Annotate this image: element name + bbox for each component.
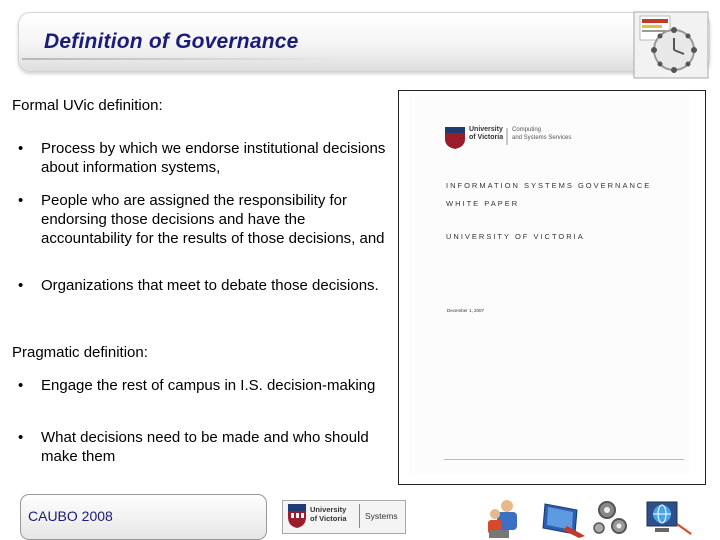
title-underline xyxy=(22,58,342,60)
formal-item-2: People who are assigned the responsibility for endorsing those decisions and have the accountability for the results of those decisions, and xyxy=(41,192,385,247)
page-title: Definition of Governance xyxy=(44,30,299,53)
doc-date: December 1, 2007 xyxy=(447,308,485,313)
pragmatic-item-1: Engage the rest of campus in I.S. decision-making xyxy=(41,377,376,394)
bullet-icon: • xyxy=(18,192,24,209)
footer-logo-divider xyxy=(359,504,360,528)
pragmatic-definition-heading: Pragmatic definition: xyxy=(12,344,148,361)
footer-logo-university: University of Victoria xyxy=(310,505,347,523)
bullet-icon: • xyxy=(18,277,24,294)
uvic-crest-icon xyxy=(287,503,307,529)
footer-icon-strip xyxy=(485,494,710,540)
formal-item-3: Organizations that meet to debate those decisions. xyxy=(41,277,379,294)
footer-logo-systems: Systems xyxy=(365,511,398,521)
pragmatic-item-2: What decisions need to be made and who should make them xyxy=(41,429,369,465)
formal-definition-heading: Formal UVic definition: xyxy=(12,97,163,114)
bullet-icon: • xyxy=(18,429,24,446)
white-paper-page xyxy=(409,95,689,475)
bullet-icon: • xyxy=(18,140,24,157)
users-icon xyxy=(488,500,517,538)
clock-calendar-graphic-icon xyxy=(632,10,712,82)
doc-org-line: UNIVERSITY OF VICTORIA xyxy=(446,232,585,241)
doc-title-line: INFORMATION SYSTEMS GOVERNANCE xyxy=(446,181,652,190)
formal-item-1: Process by which we endorse institutional decisions about information systems, xyxy=(41,140,386,176)
gears-icon xyxy=(594,502,626,533)
doc-subtitle-line: WHITE PAPER xyxy=(446,199,520,208)
doc-logo-university: University of Victoria xyxy=(469,126,504,141)
network-globe-icon xyxy=(647,502,691,534)
bullet-icon: • xyxy=(18,377,24,394)
doc-logo-department: Computing and Systems Services xyxy=(512,127,572,141)
computer-screen-icon xyxy=(543,504,585,538)
footer-label: CAUBO 2008 xyxy=(28,508,113,524)
doc-footer-rule xyxy=(444,459,684,460)
